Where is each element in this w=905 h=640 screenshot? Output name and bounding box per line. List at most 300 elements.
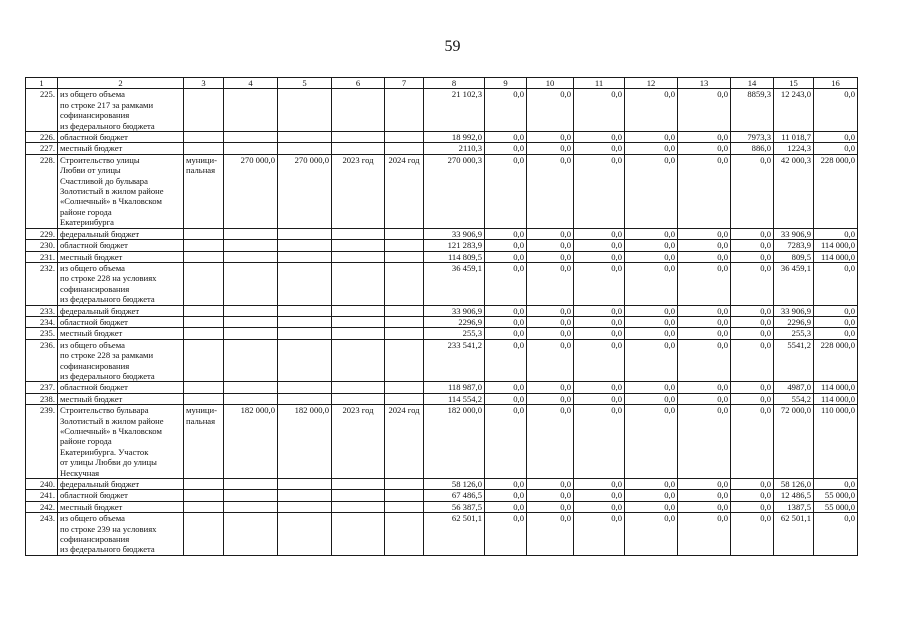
cell-col-16: 55 000,0 (814, 501, 858, 512)
table-row (26, 132, 858, 143)
cell-col-4 (224, 382, 278, 393)
table-row (26, 316, 858, 327)
column-header-14: 14 (731, 78, 774, 89)
cell-col-15: 554,2 (774, 393, 814, 404)
cell-col-14: 0,0 (731, 328, 774, 339)
cell-col-13: 0,0 (678, 240, 731, 251)
row-number: 232. (26, 262, 58, 305)
table-row (26, 501, 858, 512)
cell-col-4 (224, 251, 278, 262)
cell-col-5 (278, 316, 332, 327)
cell-col-3 (184, 89, 224, 132)
row-number: 234. (26, 316, 58, 327)
cell-col-11: 0,0 (574, 501, 625, 512)
cell-col-3 (184, 393, 224, 404)
cell-col-5 (278, 262, 332, 305)
cell-col-15: 72 000,0 (774, 405, 814, 479)
cell-col-12: 0,0 (625, 154, 678, 228)
cell-col-13: 0,0 (678, 501, 731, 512)
cell-col-3 (184, 143, 224, 154)
cell-col-12: 0,0 (625, 89, 678, 132)
cell-col-16: 114 000,0 (814, 251, 858, 262)
cell-col-11: 0,0 (574, 316, 625, 327)
cell-col-11: 0,0 (574, 305, 625, 316)
cell-col-3 (184, 262, 224, 305)
cell-col-8: 33 906,9 (424, 305, 485, 316)
column-header-7: 7 (385, 78, 424, 89)
cell-col-5: 182 000,0 (278, 405, 332, 479)
table-row (26, 405, 858, 479)
cell-col-5 (278, 393, 332, 404)
cell-col-8: 21 102,3 (424, 89, 485, 132)
row-description: местный бюджет (58, 393, 184, 404)
cell-col-10: 0,0 (527, 513, 574, 556)
cell-col-6 (332, 143, 385, 154)
cell-col-9: 0,0 (485, 393, 527, 404)
cell-col-3 (184, 328, 224, 339)
cell-col-4 (224, 513, 278, 556)
row-number: 243. (26, 513, 58, 556)
cell-col-6 (332, 132, 385, 143)
cell-col-5 (278, 513, 332, 556)
row-description: федеральный бюджет (58, 305, 184, 316)
row-number: 241. (26, 490, 58, 501)
row-description: федеральный бюджет (58, 479, 184, 490)
cell-col-6 (332, 262, 385, 305)
cell-col-15: 4987,0 (774, 382, 814, 393)
cell-col-11: 0,0 (574, 143, 625, 154)
table-row (26, 490, 858, 501)
column-header-6: 6 (332, 78, 385, 89)
cell-col-10: 0,0 (527, 89, 574, 132)
page-number: 59 (444, 38, 461, 55)
cell-col-9: 0,0 (485, 490, 527, 501)
cell-col-13: 0,0 (678, 305, 731, 316)
cell-col-16: 0,0 (814, 143, 858, 154)
table-row (26, 262, 858, 305)
cell-col-5 (278, 328, 332, 339)
row-description: областной бюджет (58, 240, 184, 251)
cell-col-11: 0,0 (574, 479, 625, 490)
cell-col-6 (332, 316, 385, 327)
cell-col-12: 0,0 (625, 262, 678, 305)
cell-col-13: 0,0 (678, 405, 731, 479)
cell-col-4 (224, 501, 278, 512)
cell-col-12: 0,0 (625, 490, 678, 501)
cell-col-3 (184, 501, 224, 512)
cell-col-14: 0,0 (731, 501, 774, 512)
cell-col-4 (224, 328, 278, 339)
cell-col-4 (224, 262, 278, 305)
row-description: областной бюджет (58, 316, 184, 327)
cell-col-11: 0,0 (574, 328, 625, 339)
cell-col-9: 0,0 (485, 154, 527, 228)
cell-col-5 (278, 251, 332, 262)
cell-col-13: 0,0 (678, 490, 731, 501)
cell-col-3 (184, 479, 224, 490)
column-header-11: 11 (574, 78, 625, 89)
cell-col-7 (385, 501, 424, 512)
cell-col-16: 228 000,0 (814, 154, 858, 228)
cell-col-7 (385, 132, 424, 143)
row-description: из общего объема по строке 228 за рамками софинансирования из федерального бюджета (58, 339, 184, 382)
cell-col-16: 0,0 (814, 89, 858, 132)
cell-col-4 (224, 339, 278, 382)
cell-col-11: 0,0 (574, 228, 625, 239)
cell-col-13: 0,0 (678, 513, 731, 556)
cell-col-14: 886,0 (731, 143, 774, 154)
cell-col-7 (385, 382, 424, 393)
row-number: 225. (26, 89, 58, 132)
cell-col-10: 0,0 (527, 382, 574, 393)
cell-col-5 (278, 143, 332, 154)
cell-col-13: 0,0 (678, 393, 731, 404)
row-number: 237. (26, 382, 58, 393)
cell-col-13: 0,0 (678, 154, 731, 228)
cell-col-14: 0,0 (731, 305, 774, 316)
cell-col-13: 0,0 (678, 89, 731, 132)
cell-col-9: 0,0 (485, 89, 527, 132)
cell-col-6 (332, 305, 385, 316)
cell-col-13: 0,0 (678, 251, 731, 262)
cell-col-14: 0,0 (731, 393, 774, 404)
cell-col-8: 118 987,0 (424, 382, 485, 393)
row-number: 236. (26, 339, 58, 382)
cell-col-11: 0,0 (574, 154, 625, 228)
cell-col-9: 0,0 (485, 501, 527, 512)
header-row (26, 78, 858, 89)
cell-col-10: 0,0 (527, 393, 574, 404)
cell-col-5 (278, 240, 332, 251)
cell-col-7 (385, 251, 424, 262)
cell-col-11: 0,0 (574, 240, 625, 251)
cell-col-15: 1387,5 (774, 501, 814, 512)
cell-col-14: 0,0 (731, 479, 774, 490)
table-row (26, 143, 858, 154)
cell-col-10: 0,0 (527, 328, 574, 339)
cell-col-9: 0,0 (485, 240, 527, 251)
row-description: федеральный бюджет (58, 228, 184, 239)
cell-col-7 (385, 393, 424, 404)
cell-col-10: 0,0 (527, 479, 574, 490)
table-row (26, 393, 858, 404)
cell-col-16: 110 000,0 (814, 405, 858, 479)
column-header-16: 16 (814, 78, 858, 89)
cell-col-7 (385, 339, 424, 382)
cell-col-4 (224, 490, 278, 501)
table-row (26, 89, 858, 132)
cell-col-13: 0,0 (678, 316, 731, 327)
cell-col-14: 0,0 (731, 405, 774, 479)
table-row (26, 154, 858, 228)
cell-col-13: 0,0 (678, 328, 731, 339)
cell-col-14: 0,0 (731, 228, 774, 239)
cell-col-13: 0,0 (678, 339, 731, 382)
cell-col-10: 0,0 (527, 228, 574, 239)
cell-col-3 (184, 305, 224, 316)
cell-col-7 (385, 328, 424, 339)
cell-col-10: 0,0 (527, 143, 574, 154)
table-row (26, 513, 858, 556)
row-number: 235. (26, 328, 58, 339)
cell-col-15: 2296,9 (774, 316, 814, 327)
cell-col-14: 7973,3 (731, 132, 774, 143)
cell-col-12: 0,0 (625, 501, 678, 512)
cell-col-12: 0,0 (625, 228, 678, 239)
cell-col-5 (278, 89, 332, 132)
cell-col-5 (278, 339, 332, 382)
cell-col-7 (385, 89, 424, 132)
table-row (26, 382, 858, 393)
row-number: 231. (26, 251, 58, 262)
cell-col-8: 2110,3 (424, 143, 485, 154)
cell-col-16: 0,0 (814, 132, 858, 143)
cell-col-4 (224, 89, 278, 132)
cell-col-14: 8859,3 (731, 89, 774, 132)
cell-col-4 (224, 228, 278, 239)
cell-col-3 (184, 339, 224, 382)
cell-col-6 (332, 490, 385, 501)
cell-col-8: 36 459,1 (424, 262, 485, 305)
cell-col-6 (332, 328, 385, 339)
cell-col-4 (224, 132, 278, 143)
cell-col-13: 0,0 (678, 132, 731, 143)
row-description: Строительство бульвара Золотистый в жилом районе «Солнечный» в Чкаловском районе города Екатеринбурга. Участок от улицы Любви до улицы Нескучная (58, 405, 184, 479)
cell-col-10: 0,0 (527, 305, 574, 316)
cell-col-10: 0,0 (527, 251, 574, 262)
cell-col-3 (184, 382, 224, 393)
cell-col-15: 36 459,1 (774, 262, 814, 305)
cell-col-7 (385, 143, 424, 154)
cell-col-8: 33 906,9 (424, 228, 485, 239)
cell-col-11: 0,0 (574, 262, 625, 305)
cell-col-6 (332, 382, 385, 393)
cell-col-8: 2296,9 (424, 316, 485, 327)
cell-col-8: 270 000,3 (424, 154, 485, 228)
cell-col-11: 0,0 (574, 132, 625, 143)
cell-col-3: муници- пальная (184, 154, 224, 228)
cell-col-8: 67 486,5 (424, 490, 485, 501)
row-description: Строительство улицы Любви от улицы Счастливой до бульвара Золотистый в жилом районе «Солнечный» в Чкаловском районе города Екатеринбурга (58, 154, 184, 228)
cell-col-16: 114 000,0 (814, 393, 858, 404)
cell-col-9: 0,0 (485, 405, 527, 479)
cell-col-7: 2024 год (385, 154, 424, 228)
cell-col-7 (385, 228, 424, 239)
row-number: 229. (26, 228, 58, 239)
cell-col-5 (278, 501, 332, 512)
cell-col-11: 0,0 (574, 251, 625, 262)
cell-col-12: 0,0 (625, 305, 678, 316)
row-description: областной бюджет (58, 132, 184, 143)
cell-col-14: 0,0 (731, 339, 774, 382)
table-row (26, 240, 858, 251)
cell-col-14: 0,0 (731, 240, 774, 251)
cell-col-12: 0,0 (625, 513, 678, 556)
cell-col-15: 809,5 (774, 251, 814, 262)
cell-col-7 (385, 479, 424, 490)
cell-col-7 (385, 262, 424, 305)
column-header-10: 10 (527, 78, 574, 89)
cell-col-15: 255,3 (774, 328, 814, 339)
cell-col-14: 0,0 (731, 382, 774, 393)
cell-col-10: 0,0 (527, 240, 574, 251)
cell-col-16: 0,0 (814, 479, 858, 490)
cell-col-8: 114 809,5 (424, 251, 485, 262)
cell-col-5 (278, 305, 332, 316)
cell-col-4: 270 000,0 (224, 154, 278, 228)
cell-col-12: 0,0 (625, 339, 678, 382)
row-description: из общего объема по строке 217 за рамками софинансирования из федерального бюджета (58, 89, 184, 132)
cell-col-5 (278, 228, 332, 239)
column-header-15: 15 (774, 78, 814, 89)
cell-col-16: 0,0 (814, 513, 858, 556)
table-body (26, 89, 858, 555)
cell-col-4 (224, 479, 278, 490)
cell-col-5: 270 000,0 (278, 154, 332, 228)
cell-col-3 (184, 490, 224, 501)
row-description: местный бюджет (58, 328, 184, 339)
cell-col-6: 2023 год (332, 405, 385, 479)
cell-col-15: 11 018,7 (774, 132, 814, 143)
cell-col-9: 0,0 (485, 251, 527, 262)
cell-col-12: 0,0 (625, 132, 678, 143)
cell-col-13: 0,0 (678, 262, 731, 305)
cell-col-12: 0,0 (625, 251, 678, 262)
cell-col-6 (332, 228, 385, 239)
cell-col-9: 0,0 (485, 316, 527, 327)
cell-col-9: 0,0 (485, 513, 527, 556)
row-description: из общего объема по строке 228 на условиях софинансирования из федерального бюджета (58, 262, 184, 305)
cell-col-8: 58 126,0 (424, 479, 485, 490)
cell-col-16: 0,0 (814, 328, 858, 339)
cell-col-10: 0,0 (527, 262, 574, 305)
cell-col-11: 0,0 (574, 393, 625, 404)
cell-col-3 (184, 316, 224, 327)
cell-col-16: 114 000,0 (814, 240, 858, 251)
cell-col-6 (332, 393, 385, 404)
column-header-9: 9 (485, 78, 527, 89)
row-number: 233. (26, 305, 58, 316)
cell-col-10: 0,0 (527, 339, 574, 382)
cell-col-4: 182 000,0 (224, 405, 278, 479)
row-number: 240. (26, 479, 58, 490)
cell-col-16: 0,0 (814, 316, 858, 327)
table-row (26, 251, 858, 262)
cell-col-9: 0,0 (485, 228, 527, 239)
cell-col-9: 0,0 (485, 132, 527, 143)
cell-col-15: 1224,3 (774, 143, 814, 154)
column-header-3: 3 (184, 78, 224, 89)
cell-col-10: 0,0 (527, 490, 574, 501)
cell-col-3 (184, 251, 224, 262)
cell-col-16: 0,0 (814, 262, 858, 305)
cell-col-11: 0,0 (574, 490, 625, 501)
cell-col-12: 0,0 (625, 479, 678, 490)
cell-col-7: 2024 год (385, 405, 424, 479)
column-header-4: 4 (224, 78, 278, 89)
cell-col-9: 0,0 (485, 382, 527, 393)
cell-col-3: муници- пальная (184, 405, 224, 479)
cell-col-8: 56 387,5 (424, 501, 485, 512)
row-number: 239. (26, 405, 58, 479)
cell-col-9: 0,0 (485, 262, 527, 305)
row-number: 227. (26, 143, 58, 154)
row-number: 228. (26, 154, 58, 228)
cell-col-8: 18 992,0 (424, 132, 485, 143)
cell-col-12: 0,0 (625, 382, 678, 393)
cell-col-5 (278, 382, 332, 393)
cell-col-5 (278, 479, 332, 490)
cell-col-14: 0,0 (731, 490, 774, 501)
cell-col-5 (278, 132, 332, 143)
table-row (26, 339, 858, 382)
cell-col-4 (224, 305, 278, 316)
cell-col-16: 228 000,0 (814, 339, 858, 382)
cell-col-14: 0,0 (731, 262, 774, 305)
column-header-1: 1 (26, 78, 58, 89)
cell-col-8: 255,3 (424, 328, 485, 339)
cell-col-13: 0,0 (678, 382, 731, 393)
cell-col-14: 0,0 (731, 513, 774, 556)
row-number: 242. (26, 501, 58, 512)
cell-col-6 (332, 89, 385, 132)
cell-col-9: 0,0 (485, 328, 527, 339)
row-description: местный бюджет (58, 501, 184, 512)
cell-col-6 (332, 501, 385, 512)
row-number: 238. (26, 393, 58, 404)
column-header-13: 13 (678, 78, 731, 89)
row-description: областной бюджет (58, 382, 184, 393)
cell-col-10: 0,0 (527, 405, 574, 479)
cell-col-15: 5541,2 (774, 339, 814, 382)
cell-col-15: 12 243,0 (774, 89, 814, 132)
cell-col-12: 0,0 (625, 328, 678, 339)
row-number: 230. (26, 240, 58, 251)
cell-col-10: 0,0 (527, 501, 574, 512)
cell-col-15: 58 126,0 (774, 479, 814, 490)
cell-col-11: 0,0 (574, 513, 625, 556)
cell-col-10: 0,0 (527, 132, 574, 143)
cell-col-5 (278, 490, 332, 501)
table-row (26, 228, 858, 239)
cell-col-3 (184, 228, 224, 239)
cell-col-15: 33 906,9 (774, 305, 814, 316)
cell-col-7 (385, 305, 424, 316)
cell-col-15: 33 906,9 (774, 228, 814, 239)
table-header (26, 78, 858, 89)
cell-col-12: 0,0 (625, 393, 678, 404)
cell-col-16: 55 000,0 (814, 490, 858, 501)
cell-col-15: 7283,9 (774, 240, 814, 251)
cell-col-16: 114 000,0 (814, 382, 858, 393)
cell-col-10: 0,0 (527, 154, 574, 228)
cell-col-3 (184, 132, 224, 143)
budget-table (25, 77, 858, 556)
cell-col-13: 0,0 (678, 479, 731, 490)
column-header-2: 2 (58, 78, 184, 89)
table-row (26, 479, 858, 490)
cell-col-13: 0,0 (678, 228, 731, 239)
cell-col-15: 42 000,3 (774, 154, 814, 228)
cell-col-6 (332, 339, 385, 382)
cell-col-3 (184, 513, 224, 556)
cell-col-14: 0,0 (731, 251, 774, 262)
cell-col-6 (332, 513, 385, 556)
row-number: 226. (26, 132, 58, 143)
cell-col-8: 114 554,2 (424, 393, 485, 404)
cell-col-6: 2023 год (332, 154, 385, 228)
cell-col-7 (385, 240, 424, 251)
